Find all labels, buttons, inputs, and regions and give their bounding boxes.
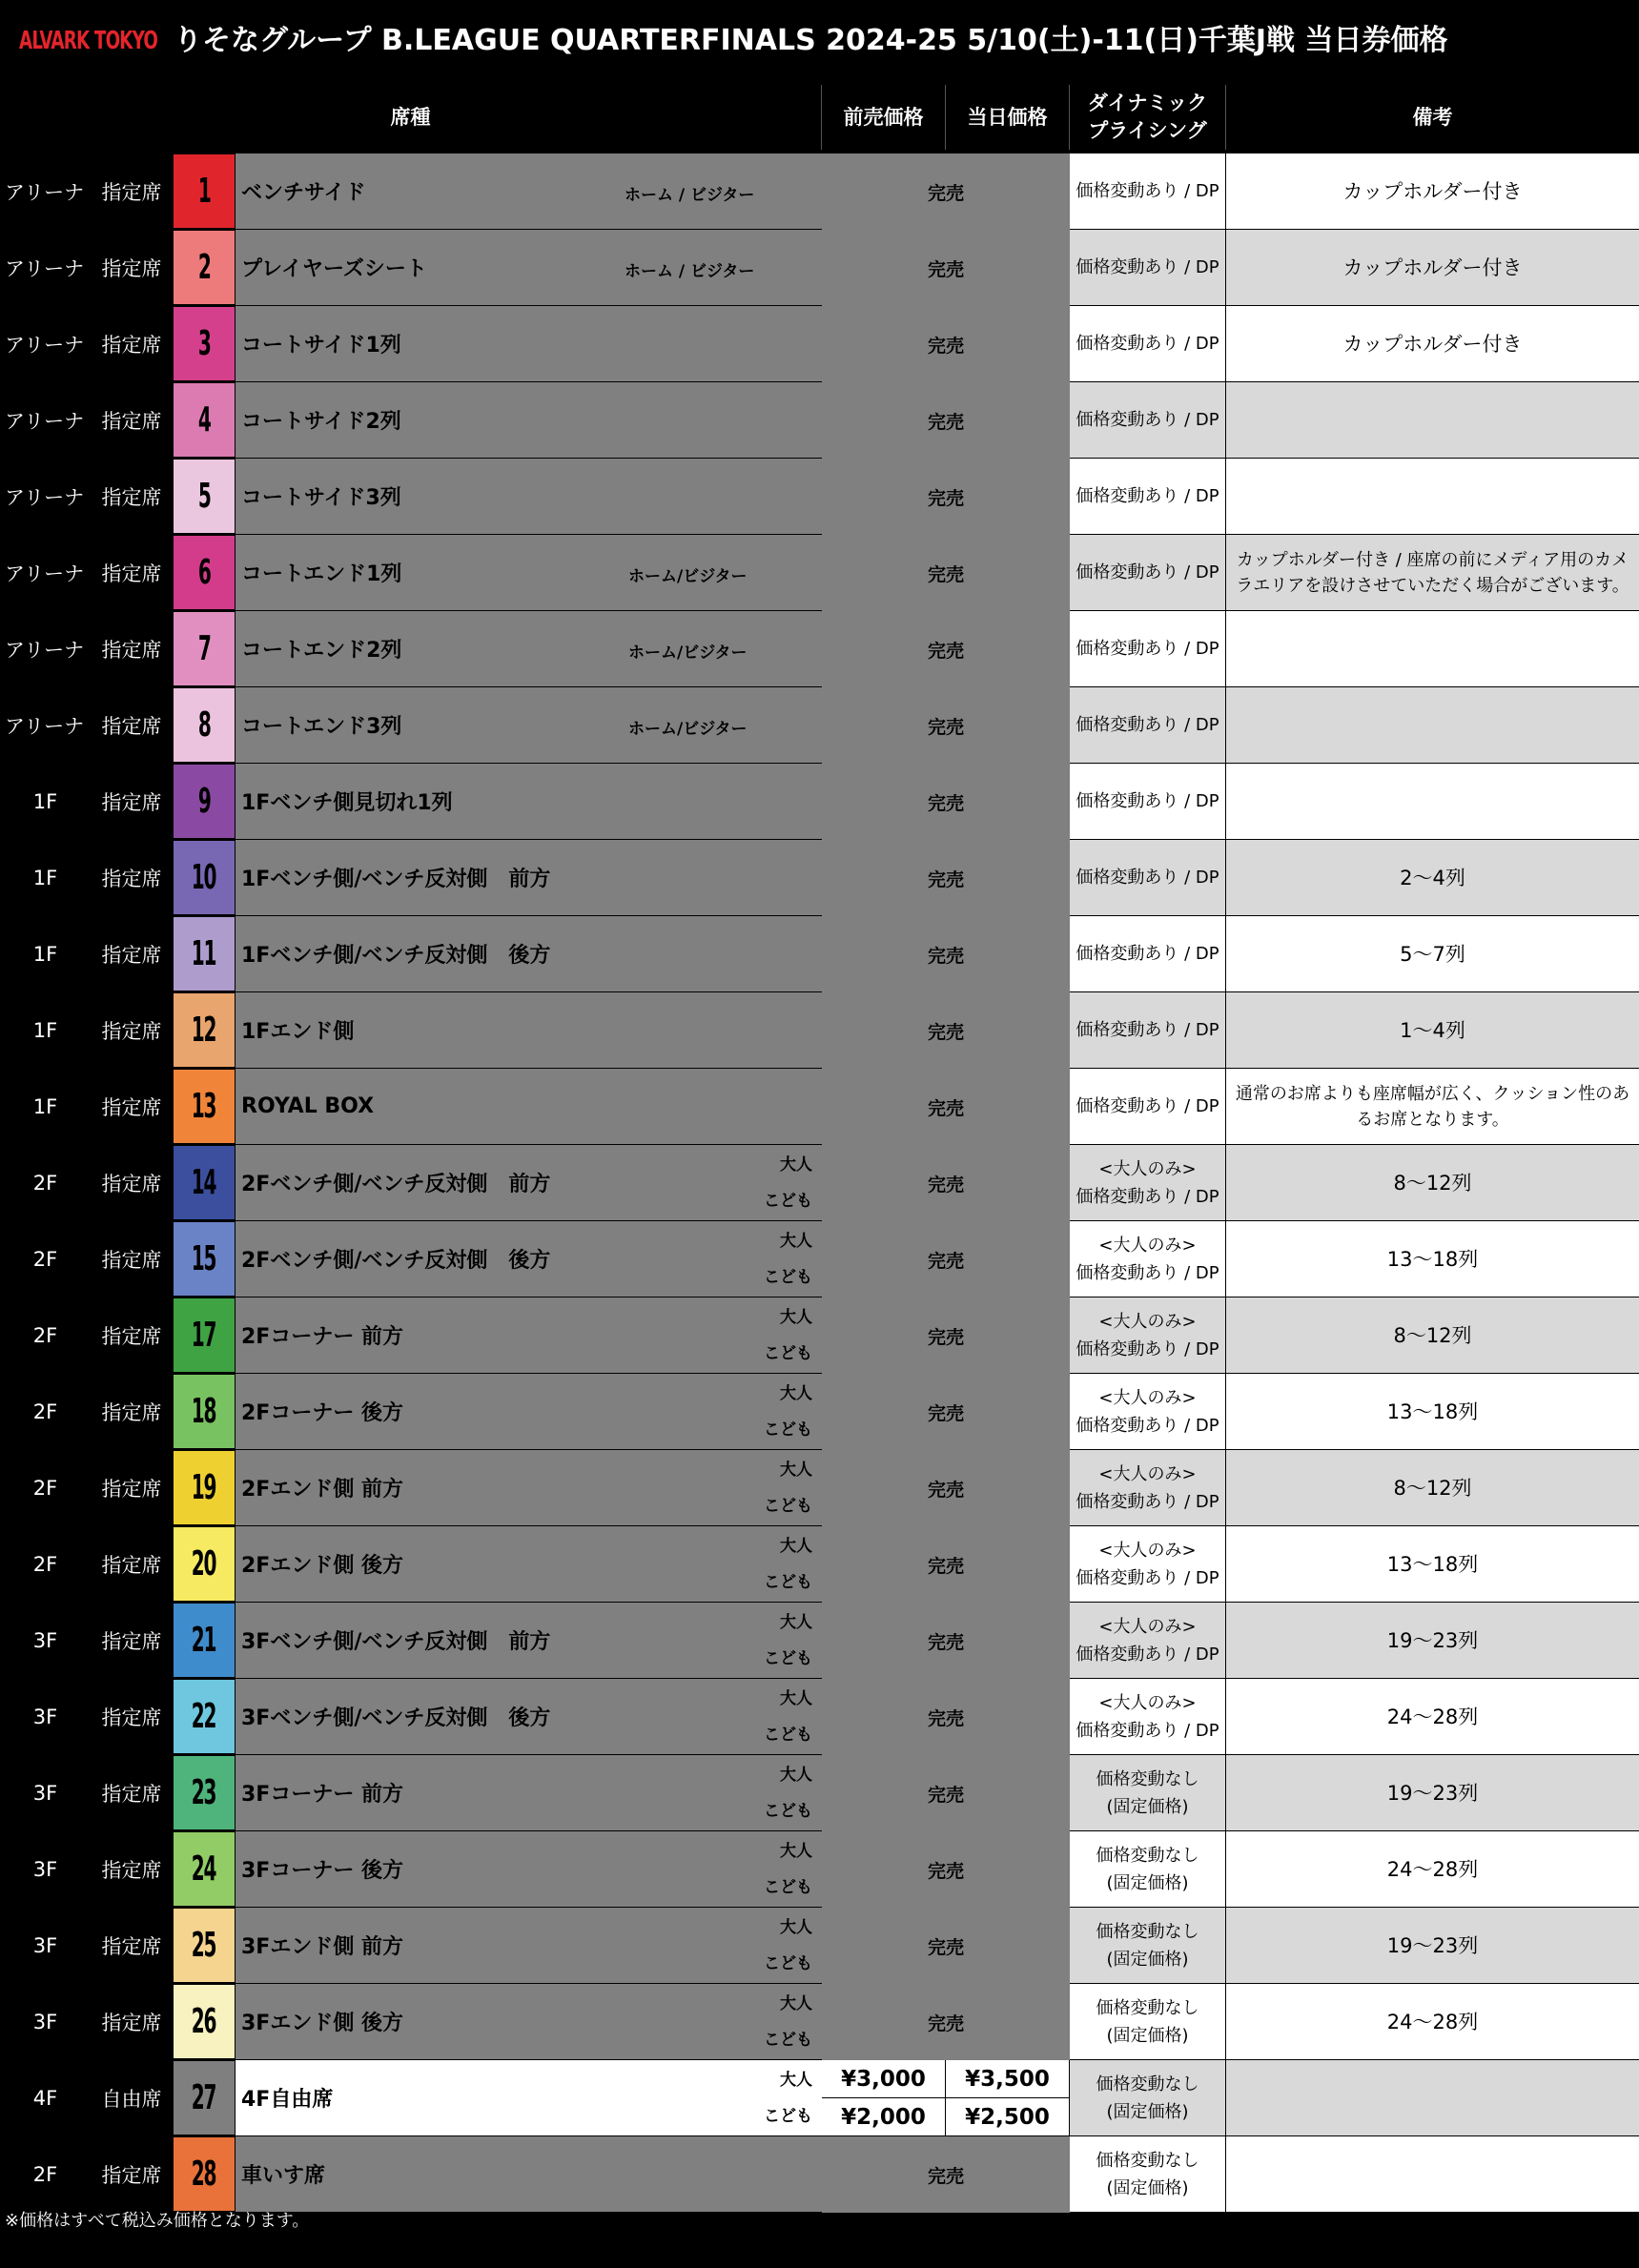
seat-number-badge (173, 1679, 236, 1754)
seat-name: 2Fベンチ側/ベンチ反対側 後方 (241, 1249, 551, 1273)
seat-number-badge (173, 992, 236, 1068)
dynamic-pricing-info: <大人のみ> 価格変動あり / DP (1070, 1297, 1225, 1373)
seat-area-label: アリーナ (5, 714, 85, 738)
seat-number-badge (173, 153, 236, 229)
seat-name-cell (236, 2136, 822, 2212)
seat-number-badge (173, 306, 236, 381)
seat-number-badge (173, 1526, 236, 1602)
sold-out-status: 完売 (822, 1069, 1070, 1145)
seat-name: 3Fベンチ側/ベンチ反対側 前方 (241, 1630, 551, 1654)
dynamic-pricing-info: 価格変動あり / DP (1070, 916, 1225, 991)
dynamic-pricing-info: 価格変動あり / DP (1070, 153, 1225, 229)
child-label: こども (764, 1268, 812, 1287)
seat-name: 2Fエンド側 後方 (241, 1554, 403, 1578)
sold-out-status: 完売 (822, 1831, 1070, 1908)
dynamic-pricing-info: <大人のみ> 価格変動あり / DP (1070, 1145, 1225, 1220)
child-label: こども (764, 1497, 812, 1516)
child-label: こども (764, 2031, 812, 2050)
seat-name: 3Fエンド側 後方 (241, 2012, 403, 2035)
seat-number-badge (173, 1069, 236, 1144)
seat-name: 1Fベンチ側/ベンチ反対側 前方 (241, 868, 551, 891)
sold-out-status: 完売 (822, 1908, 1070, 1984)
seat-name: 2Fベンチ側/ベンチ反対側 前方 (241, 1173, 551, 1196)
remarks-note: 5～7列 (1226, 916, 1639, 991)
seat-name: 3Fベンチ側/ベンチ反対側 後方 (241, 1706, 551, 1730)
seat-kind-label: 指定席 (101, 1095, 162, 1119)
seat-area-label: 3F (32, 1933, 58, 1957)
seat-name-cell (236, 1221, 822, 1297)
header-dynamic-pricing: ダイナミック プライシング (1070, 85, 1226, 150)
seat-number: 14 (192, 1163, 216, 1202)
seat-number-badge (173, 2136, 236, 2212)
seat-name-cell (236, 2060, 822, 2135)
seat-number-badge (173, 916, 236, 991)
seat-number: 17 (192, 1316, 216, 1355)
sold-out-status: 完売 (822, 1526, 1070, 1603)
seat-name: 3Fエンド側 前方 (241, 1935, 403, 1959)
seat-number: 10 (192, 858, 216, 897)
seat-area-label: アリーナ (5, 485, 85, 509)
remarks-note: カップホルダー付き (1226, 153, 1639, 229)
sold-out-status: 完売 (822, 1374, 1070, 1450)
sold-out-status: 完売 (822, 1221, 1070, 1297)
seat-name-cell (236, 1526, 822, 1602)
seat-number: 4 (197, 400, 211, 439)
seat-number: 9 (197, 782, 211, 821)
seat-kind-label: 指定席 (101, 256, 162, 280)
child-label: こども (764, 1726, 812, 1745)
seat-number-badge (173, 1755, 236, 1830)
header-remarks: 備考 (1226, 85, 1639, 150)
seat-kind-label: 指定席 (101, 1553, 162, 1577)
dynamic-pricing-info: 価格変動あり / DP (1070, 992, 1225, 1068)
dynamic-pricing-info: 価格変動あり / DP (1070, 535, 1225, 610)
seat-name-cell (236, 306, 822, 381)
sold-out-status: 完売 (822, 611, 1070, 687)
day-price-adult: ¥3,500 (946, 2060, 1069, 2097)
seat-name: ROYAL BOX (241, 1094, 375, 1118)
sold-out-status: 完売 (822, 382, 1070, 459)
seat-name: コートエンド1列 (241, 562, 402, 586)
seat-name: コートサイド2列 (241, 410, 401, 434)
seat-area-label: 1F (32, 1094, 58, 1118)
sold-out-status: 完売 (822, 916, 1070, 992)
seat-area-label: アリーナ (5, 180, 85, 204)
seat-name-cell (236, 840, 822, 915)
seat-number: 18 (192, 1392, 216, 1431)
remarks-note: 19～23列 (1226, 1908, 1639, 1983)
dynamic-pricing-info: 価格変動あり / DP (1070, 611, 1225, 686)
sold-out-status: 完売 (822, 1450, 1070, 1526)
seat-kind-label: 指定席 (101, 1629, 162, 1653)
seat-name: 1Fベンチ側/ベンチ反対側 後方 (241, 944, 551, 968)
seat-area-label: アリーナ (5, 562, 85, 585)
dynamic-pricing-info: 価格変動あり / DP (1070, 840, 1225, 915)
seat-number: 24 (192, 1849, 216, 1889)
adult-label: 大人 (780, 1537, 812, 1556)
sold-out-status: 完売 (822, 230, 1070, 306)
dynamic-pricing-info: 価格変動あり / DP (1070, 382, 1225, 458)
seat-number: 20 (192, 1544, 216, 1584)
adult-label: 大人 (780, 1155, 812, 1175)
seat-number: 6 (197, 553, 211, 592)
adult-label: 大人 (780, 1689, 812, 1708)
seat-name-cell (236, 1679, 822, 1754)
child-label: こども (764, 1573, 812, 1592)
seat-kind-label: 指定席 (101, 485, 162, 509)
seat-area-label: 1F (32, 1018, 58, 1042)
seat-name-cell (236, 535, 822, 610)
seat-kind-label: 指定席 (101, 1172, 162, 1195)
child-label: こども (764, 1802, 812, 1821)
sold-out-status: 完売 (822, 1603, 1070, 1679)
seat-number-badge (173, 1221, 236, 1297)
seat-area-label: 3F (32, 1705, 58, 1728)
seat-name: コートエンド2列 (241, 639, 402, 663)
advance-price-child: ¥2,000 (822, 2098, 945, 2135)
home-visitor-label: ホーム/ビジター (628, 566, 748, 586)
seat-kind-label: 指定席 (101, 867, 162, 890)
remarks-note: 2～4列 (1226, 840, 1639, 915)
seat-kind-label: 指定席 (101, 943, 162, 967)
alvark-tokyo-logo: ALVARK TOKYO (19, 27, 158, 55)
seat-area-label: 1F (32, 942, 58, 966)
seat-name-cell (236, 1069, 822, 1144)
seat-number: 26 (192, 2002, 216, 2041)
seat-name: コートサイド1列 (241, 334, 401, 358)
seat-number: 2 (197, 248, 211, 287)
child-label: こども (764, 1649, 812, 1668)
child-label: こども (764, 1420, 812, 1440)
seat-name-cell (236, 459, 822, 534)
seat-kind-label: 指定席 (101, 180, 162, 204)
seat-number-badge (173, 1603, 236, 1678)
adult-label: 大人 (780, 1918, 812, 1937)
dynamic-pricing-info: 価格変動あり / DP (1070, 230, 1225, 305)
seat-name: 1Fエンド側 (241, 1020, 355, 1044)
header-advance-price: 前売価格 (822, 85, 946, 150)
adult-label: 大人 (780, 1384, 812, 1403)
home-visitor-label: ホーム/ビジター (628, 719, 748, 739)
remarks-note: 8～12列 (1226, 1297, 1639, 1373)
sold-out-status: 完売 (822, 2136, 1070, 2213)
seat-area-label: 4F (32, 2086, 58, 2110)
seat-name: 3Fコーナー 前方 (241, 1783, 403, 1807)
remarks-note: 8～12列 (1226, 1145, 1639, 1220)
remarks-note: 1～4列 (1226, 992, 1639, 1068)
seat-number: 27 (192, 2078, 216, 2117)
remarks-note: カップホルダー付き (1226, 230, 1639, 305)
seat-name-cell (236, 1145, 822, 1220)
dynamic-pricing-info: <大人のみ> 価格変動あり / DP (1070, 1526, 1225, 1602)
seat-number-badge (173, 1984, 236, 2059)
child-label: こども (764, 2107, 812, 2126)
seat-kind-label: 指定席 (101, 790, 162, 814)
dynamic-pricing-info: <大人のみ> 価格変動あり / DP (1070, 1603, 1225, 1678)
seat-number-badge (173, 1450, 236, 1525)
remarks-note: 24～28列 (1226, 1679, 1639, 1754)
dynamic-pricing-info: <大人のみ> 価格変動あり / DP (1070, 1221, 1225, 1297)
dynamic-pricing-info: 価格変動なし (固定価格) (1070, 1984, 1225, 2059)
dynamic-pricing-info: 価格変動なし (固定価格) (1070, 1755, 1225, 1830)
seat-kind-label: 指定席 (101, 1019, 162, 1043)
seat-number-badge (173, 1145, 236, 1220)
seat-name: 2Fコーナー 前方 (241, 1325, 403, 1349)
remarks-note (1226, 459, 1639, 534)
seat-area-label: アリーナ (5, 409, 85, 433)
adult-label: 大人 (780, 1766, 812, 1785)
sold-out-status: 完売 (822, 1145, 1070, 1221)
remarks-note: カップホルダー付き / 座席の前にメディア用のカメラエリアを設けさせていただく場合がございます。 (1226, 535, 1639, 610)
seat-name: コートエンド3列 (241, 715, 402, 739)
remarks-note: 24～28列 (1226, 1984, 1639, 2059)
child-label: こども (764, 1954, 812, 1973)
seat-kind-label: 指定席 (101, 1858, 162, 1882)
seat-kind-label: 指定席 (101, 1934, 162, 1958)
remarks-note (1226, 687, 1639, 763)
remarks-note (1226, 764, 1639, 839)
adult-label: 大人 (780, 1842, 812, 1861)
seat-name-cell (236, 1908, 822, 1983)
seat-kind-label: 指定席 (101, 1706, 162, 1729)
seat-number: 25 (192, 1926, 216, 1965)
seat-number-badge (173, 611, 236, 686)
remarks-note: 13～18列 (1226, 1526, 1639, 1602)
remarks-note (1226, 2060, 1639, 2135)
adult-label: 大人 (780, 1461, 812, 1480)
tax-footnote: ※価格はすべて税込み価格となります。 (5, 2211, 310, 2231)
seat-number-badge (173, 459, 236, 534)
seat-name: 3Fコーナー 後方 (241, 1859, 403, 1883)
dynamic-pricing-info: 価格変動あり / DP (1070, 459, 1225, 534)
seat-number-badge (173, 382, 236, 458)
home-visitor-label: ホーム / ビジター (625, 261, 755, 281)
seat-name: 2Fエンド側 前方 (241, 1478, 403, 1502)
seat-area-label: アリーナ (5, 638, 85, 662)
seat-number: 7 (197, 629, 211, 668)
seat-number-badge (173, 535, 236, 610)
seat-area-label: 2F (32, 1171, 58, 1195)
seat-area-label: 2F (32, 1247, 58, 1271)
seat-area-label: 3F (32, 2010, 58, 2033)
seat-kind-label: 自由席 (101, 2087, 162, 2111)
seat-name: 2Fコーナー 後方 (241, 1401, 403, 1425)
seat-name: 1Fベンチ側見切れ1列 (241, 791, 453, 815)
seat-kind-label: 指定席 (101, 1782, 162, 1806)
seat-number-badge (173, 687, 236, 763)
seat-area-label: 1F (32, 789, 58, 813)
sold-out-status: 完売 (822, 1755, 1070, 1831)
seat-number: 28 (192, 2155, 216, 2194)
sold-out-status: 完売 (822, 1679, 1070, 1755)
seat-number: 21 (192, 1621, 216, 1660)
sold-out-status: 完売 (822, 1984, 1070, 2060)
seat-number-badge (173, 230, 236, 305)
child-label: こども (764, 1344, 812, 1363)
seat-number-badge (173, 1908, 236, 1983)
sold-out-status: 完売 (822, 306, 1070, 382)
remarks-note (1226, 611, 1639, 686)
seat-area-label: 2F (32, 1323, 58, 1347)
seat-kind-label: 指定席 (101, 1324, 162, 1348)
seat-area-label: 1F (32, 866, 58, 889)
seat-name: プレイヤーズシート (241, 257, 427, 281)
seat-number-badge (173, 1297, 236, 1373)
seat-number: 8 (197, 705, 211, 745)
dynamic-pricing-info: <大人のみ> 価格変動あり / DP (1070, 1374, 1225, 1449)
seat-area-label: 2F (32, 1476, 58, 1500)
seat-kind-label: 指定席 (101, 1400, 162, 1424)
day-price-child: ¥2,500 (946, 2098, 1069, 2135)
seat-kind-label: 指定席 (101, 1248, 162, 1272)
seat-kind-label: 指定席 (101, 638, 162, 662)
dynamic-pricing-info: 価格変動あり / DP (1070, 687, 1225, 763)
seat-name-cell (236, 1984, 822, 2059)
home-visitor-label: ホーム / ビジター (625, 185, 755, 205)
seat-kind-label: 指定席 (101, 333, 162, 357)
sold-out-status: 完売 (822, 992, 1070, 1069)
seat-number: 11 (192, 934, 216, 973)
sold-out-status: 完売 (822, 1297, 1070, 1374)
seat-name: ベンチサイド (241, 181, 366, 205)
seat-name-cell (236, 687, 822, 763)
dynamic-pricing-info: 価格変動あり / DP (1070, 306, 1225, 381)
adult-label: 大人 (780, 1613, 812, 1632)
dynamic-pricing-info: 価格変動なし (固定価格) (1070, 1908, 1225, 1983)
seat-area-label: アリーナ (5, 333, 85, 357)
seat-name-cell (236, 1450, 822, 1525)
seat-number-badge (173, 2060, 236, 2135)
seat-number: 19 (192, 1468, 216, 1507)
seat-number: 15 (192, 1239, 216, 1278)
seat-area-label: アリーナ (5, 256, 85, 280)
dynamic-pricing-info: 価格変動なし (固定価格) (1070, 2060, 1225, 2135)
seat-name-cell (236, 230, 822, 305)
seat-name-cell (236, 1755, 822, 1830)
seat-name-cell (236, 153, 822, 229)
remarks-note: 8～12列 (1226, 1450, 1639, 1525)
seat-number: 23 (192, 1773, 216, 1812)
remarks-note (1226, 2136, 1639, 2212)
seat-kind-label: 指定席 (101, 2163, 162, 2187)
remarks-note (1226, 382, 1639, 458)
seat-number: 3 (197, 324, 211, 363)
seat-number: 12 (192, 1011, 216, 1050)
remarks-note: 24～28列 (1226, 1831, 1639, 1907)
seat-name-cell (236, 1603, 822, 1678)
seat-name-cell (236, 1831, 822, 1907)
seat-area-label: 3F (32, 1857, 58, 1881)
seat-area-label: 2F (32, 1552, 58, 1576)
adult-label: 大人 (780, 2071, 812, 2090)
dynamic-pricing-info: 価格変動あり / DP (1070, 1069, 1225, 1144)
adult-label: 大人 (780, 1994, 812, 2013)
dynamic-pricing-info: <大人のみ> 価格変動あり / DP (1070, 1679, 1225, 1754)
dynamic-pricing-info: 価格変動あり / DP (1070, 764, 1225, 839)
adult-label: 大人 (780, 1232, 812, 1251)
seat-number: 13 (192, 1087, 216, 1126)
seat-kind-label: 指定席 (101, 562, 162, 585)
seat-name: 4F自由席 (241, 2088, 334, 2112)
seat-number-badge (173, 1831, 236, 1907)
header-seat-type: 席種 (0, 85, 822, 150)
dynamic-pricing-info: 価格変動なし (固定価格) (1070, 1831, 1225, 1907)
seat-kind-label: 指定席 (101, 2011, 162, 2034)
seat-area-label: 2F (32, 1400, 58, 1423)
sold-out-status: 完売 (822, 687, 1070, 764)
seat-number-badge (173, 840, 236, 915)
seat-name-cell (236, 382, 822, 458)
seat-number-badge (173, 764, 236, 839)
seat-area-label: 3F (32, 1628, 58, 1652)
seat-name-cell (236, 992, 822, 1068)
seat-number: 22 (192, 1697, 216, 1736)
remarks-note: 19～23列 (1226, 1755, 1639, 1830)
sold-out-status: 完売 (822, 840, 1070, 916)
page-title: りそなグループ B.LEAGUE QUARTERFINALS 2024-25 5/10(土)-11(日)千葉J戦 当日券価格 (174, 24, 1448, 57)
seat-kind-label: 指定席 (101, 714, 162, 738)
remarks-note: 13～18列 (1226, 1374, 1639, 1449)
seat-name-cell (236, 1374, 822, 1449)
remarks-note: 通常のお席よりも座席幅が広く、クッション性のあるお席となります。 (1226, 1069, 1639, 1144)
sold-out-status: 完売 (822, 153, 1070, 230)
sold-out-status: 完売 (822, 764, 1070, 840)
seat-area-label: 2F (32, 2162, 58, 2186)
seat-kind-label: 指定席 (101, 409, 162, 433)
advance-price-adult: ¥3,000 (822, 2060, 945, 2097)
child-label: こども (764, 1878, 812, 1897)
seat-number-badge (173, 1374, 236, 1449)
seat-name-cell (236, 916, 822, 991)
seat-name-cell (236, 764, 822, 839)
home-visitor-label: ホーム/ビジター (628, 643, 748, 663)
adult-label: 大人 (780, 1308, 812, 1327)
seat-name: 車いす席 (241, 2164, 326, 2188)
seat-number: 1 (197, 172, 211, 211)
remarks-note: 19～23列 (1226, 1603, 1639, 1678)
remarks-note: カップホルダー付き (1226, 306, 1639, 381)
dynamic-pricing-info: 価格変動なし (固定価格) (1070, 2136, 1225, 2212)
seat-name-cell (236, 611, 822, 686)
child-label: こども (764, 1192, 812, 1211)
sold-out-status: 完売 (822, 535, 1070, 611)
seat-number: 5 (197, 477, 211, 516)
header-day-price: 当日価格 (946, 85, 1070, 150)
dynamic-pricing-info: <大人のみ> 価格変動あり / DP (1070, 1450, 1225, 1525)
seat-name: コートサイド3列 (241, 486, 401, 510)
sold-out-status: 完売 (822, 459, 1070, 535)
title-bar (0, 0, 1639, 84)
remarks-note: 13～18列 (1226, 1221, 1639, 1297)
seat-kind-label: 指定席 (101, 1477, 162, 1501)
seat-area-label: 3F (32, 1781, 58, 1805)
seat-name-cell (236, 1297, 822, 1373)
